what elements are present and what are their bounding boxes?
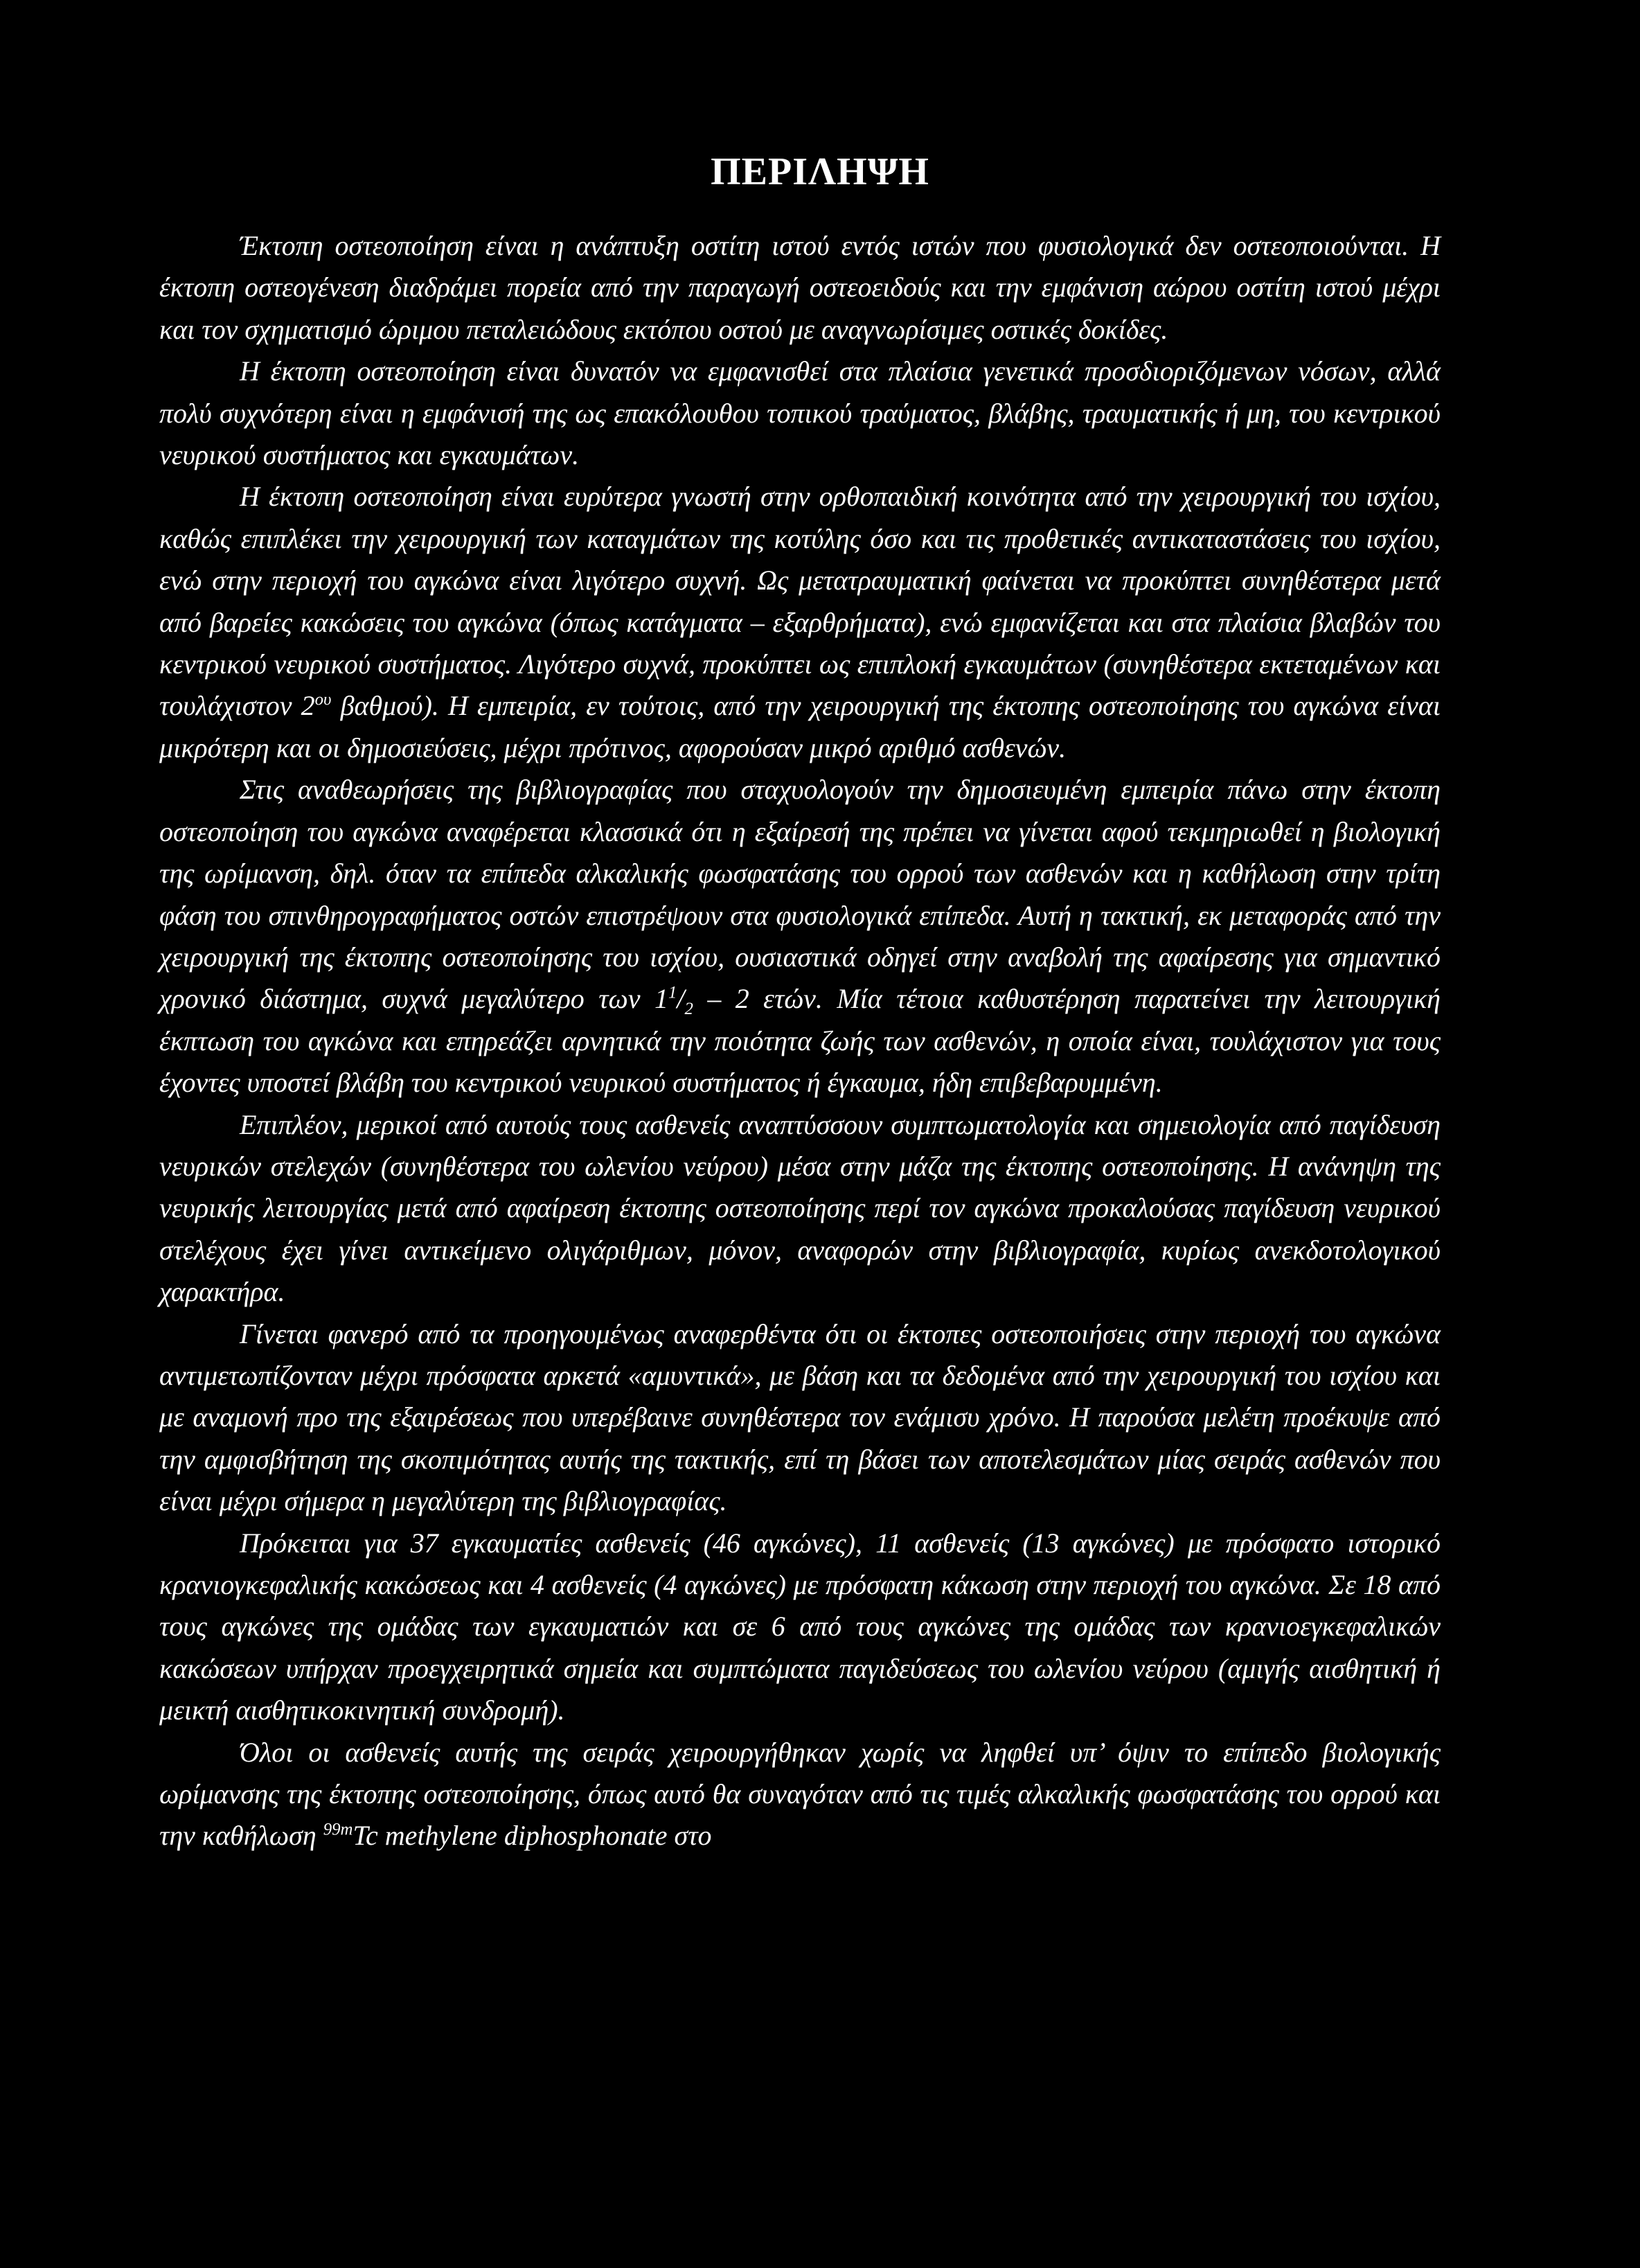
paragraph-5: Επιπλέον, μερικοί από αυτούς τους ασθενείς αναπτύσσουν συμπτωματολογία και σημειολογία από παγίδευση νευρικών στελεχών (συνηθέστερα του ωλενίου νεύρου) μέσα στην μάζα της έκτοπης οστεοποίησης. Η ανάνηψη της νευρικής λειτουργίας μετά από αφαίρεση έκτοπης οστεοποίησης περί τον αγκώνα προκαλούσας παγίδευση νευρικού στελέχους έχει γίνει αντικείμενο ολιγάριθμων, μόνον, αναφορών στην βιβλιογραφία, κυρίως ανεκδοτολογικού χαρακτήρα. <box>159 1108 1441 1308</box>
paragraph-8 <box>159 1732 1441 1857</box>
paragraph-8-text-b: Tc methylene diphosphonate στο <box>353 1820 712 1852</box>
paragraph-3-text-a: Η έκτοπη οστεοποίηση είναι ευρύτερα γνωστή στην ορθοπαιδική κοινότητα από την χειρουργική του ισχίου, καθώς επιπλέκει την χειρουργική των καταγμάτων της κοτύλης όσο και τις προθετικές αντικαταστάσεις του ισχίου, ενώ στην περιοχή του αγκώνα είναι λιγότερο συχνή. Ως μετατραυματική φαίνεται να προκύπτει συνηθέστερα μετά από βαρείες κακώσεις του αγκώνα (όπως κατάγματα – εξαρθρήματα), ενώ εμφανίζεται και στα πλαίσια βλαβών του κεντρικού νευρικού συστήματος. Λιγότερο συχνά, προκύπτει ως επιπλοκή εγκαυμάτων (συνηθέστερα εκτεταμένων και τουλάχιστον 2 <box>159 481 1441 722</box>
paragraph-4-text-a: Στις αναθεωρήσεις της βιβλιογραφίας που σταχυολογούν την δημοσιευμένη εμπειρία πάνω στην έκτοπη οστεοποίηση του αγκώνα αναφέρεται κλασσικά ότι η εξαίρεσή της πρέπει να γίνεται αφού τεκμηριωθεί η βιολογική της ωρίμανση, δηλ. όταν τα επίπεδα αλκαλικής φωσφατάσης του ορρού των ασθενών και η καθήλωση στην τρίτη φάση του σπινθηρογραφήματος οστών επιστρέψουν στα φυσιολογικά επίπεδα. Αυτή η τακτική, εκ μεταφοράς από την χειρουργική της έκτοπης οστεοποίησης του ισχίου, ουσιαστικά οδηγεί στην αναβολή της αφαίρεσης για σημαντικό χρονικό διάστημα, συχνά μεγαλύτερο των 1 <box>159 774 1441 1015</box>
paragraph-1: Έκτοπη οστεοποίηση είναι η ανάπτυξη οστίτη ιστού εντός ιστών που φυσιολογικά δεν οστεοποιούνται. Η έκτοπη οστεογένεση διαδράμει πορεία από την παραγωγή οστεοειδούς και την εμφάνιση αώρου οστίτη ιστού μέχρι και τον σχηματισμό ώριμου πεταλειώδους εκτόπου οστού με αναγνωρίσιμες οστικές δοκίδες. <box>159 230 1441 345</box>
paragraph-3-text-b: βαθμού). Η εμπειρία, εν τούτοις, από την χειρουργική της έκτοπης οστεοποίησης του αγκώνα είναι μικρότερη και οι δημοσιεύσεις, μέχρι πρότινος, αφορούσαν μικρό αριθμό ασθενών. <box>159 690 1441 763</box>
paragraph-4-fraction-denominator: 2 <box>684 1000 693 1019</box>
paragraph-3 <box>159 476 1441 769</box>
paragraph-2: Η έκτοπη οστεοποίηση είναι δυνατόν να εμφανισθεί στα πλαίσια γενετικά προσδιοριζόμενων νόσων, αλλά πολύ συχνότερη είναι η εμφάνισή της ως επακόλουθου τοπικού τραύματος, βλάβης, τραυματικής ή μη, του κεντρικού νευρικού συστήματος και εγκαυμάτων. <box>159 355 1441 471</box>
paragraph-8-superscript: 99m <box>323 1820 353 1840</box>
abstract-body <box>159 225 1441 1857</box>
paragraph-8-text-a: Όλοι οι ασθενείς αυτής της σειράς χειρουργήθηκαν χωρίς να ληφθεί υπ’ όψιν το επίπεδο βιολογικής ωρίμανσης της έκτοπης οστεοποίησης, όπως αυτό θα συναγόταν από τις τιμές αλκαλικής φωσφατάσης του ορρού και την καθήλωση <box>159 1736 1441 1852</box>
paragraph-4-fraction-slash: / <box>677 983 685 1015</box>
paragraph-6: Γίνεται φανερό από τα προηγουμένως αναφερθέντα ότι οι έκτοπες οστεοποιήσεις στην περιοχή του αγκώνα αντιμετωπίζονταν μέχρι πρόσφατα αρκετά «αμυντικά», με βάση και τα δεδομένα από την χειρουργική του ισχίου και με αναμονή προ της εξαιρέσεως που υπερέβαινε συνηθέστερα τον ενάμισυ χρόνο. Η παρούσα μελέτη προέκυψε από την αμφισβήτηση της σκοπιμότητας αυτής της τακτικής, επί τη βάσει των αποτελεσμάτων μίας σειράς ασθενών που είναι μέχρι σήμερα η μεγαλύτερη της βιβλιογραφίας. <box>159 1318 1441 1517</box>
paragraph-4-text-b: – 2 ετών. Μία τέτοια καθυστέρηση παρατείνει την λειτουργική έκπτωση του αγκώνα και επηρεάζει αρνητικά την ποιότητα ζωής των ασθενών, η οποία είναι, τουλάχιστον για τους έχοντες υποστεί βλάβη του κεντρικού νευρικού συστήματος ή έγκαυμα, ήδη επιβεβαρυμμένη. <box>159 983 1441 1099</box>
page-title: ΠΕΡΙΛΗΨΗ <box>711 150 929 193</box>
paragraph-4 <box>159 769 1441 1104</box>
paragraph-3-superscript: ου <box>314 691 332 710</box>
paragraph-7: Πρόκειται για 37 εγκαυματίες ασθενείς (46 αγκώνες), 11 ασθενείς (13 αγκώνες) με πρόσφατο ιστορικό κρανιογκεφαλικής κακώσεως και 4 ασθενείς (4 αγκώνες) με πρόσφατη κάκωση στην περιοχή του αγκώνα. Σε 18 από τους αγκώνες της ομάδας των εγκαυματιών και σε 6 από τους αγκώνες της ομάδας των κρανιοεγκεφαλικών κακώσεων υπήρχαν προεγχειρητικά σημεία και συμπτώματα παγιδεύσεως του ωλενίου νεύρου (αμιγής αισθητική ή μεικτή αισθητικοκινητική συνδρομή). <box>159 1527 1441 1726</box>
paragraph-4-fraction-numerator: 1 <box>668 983 677 1002</box>
